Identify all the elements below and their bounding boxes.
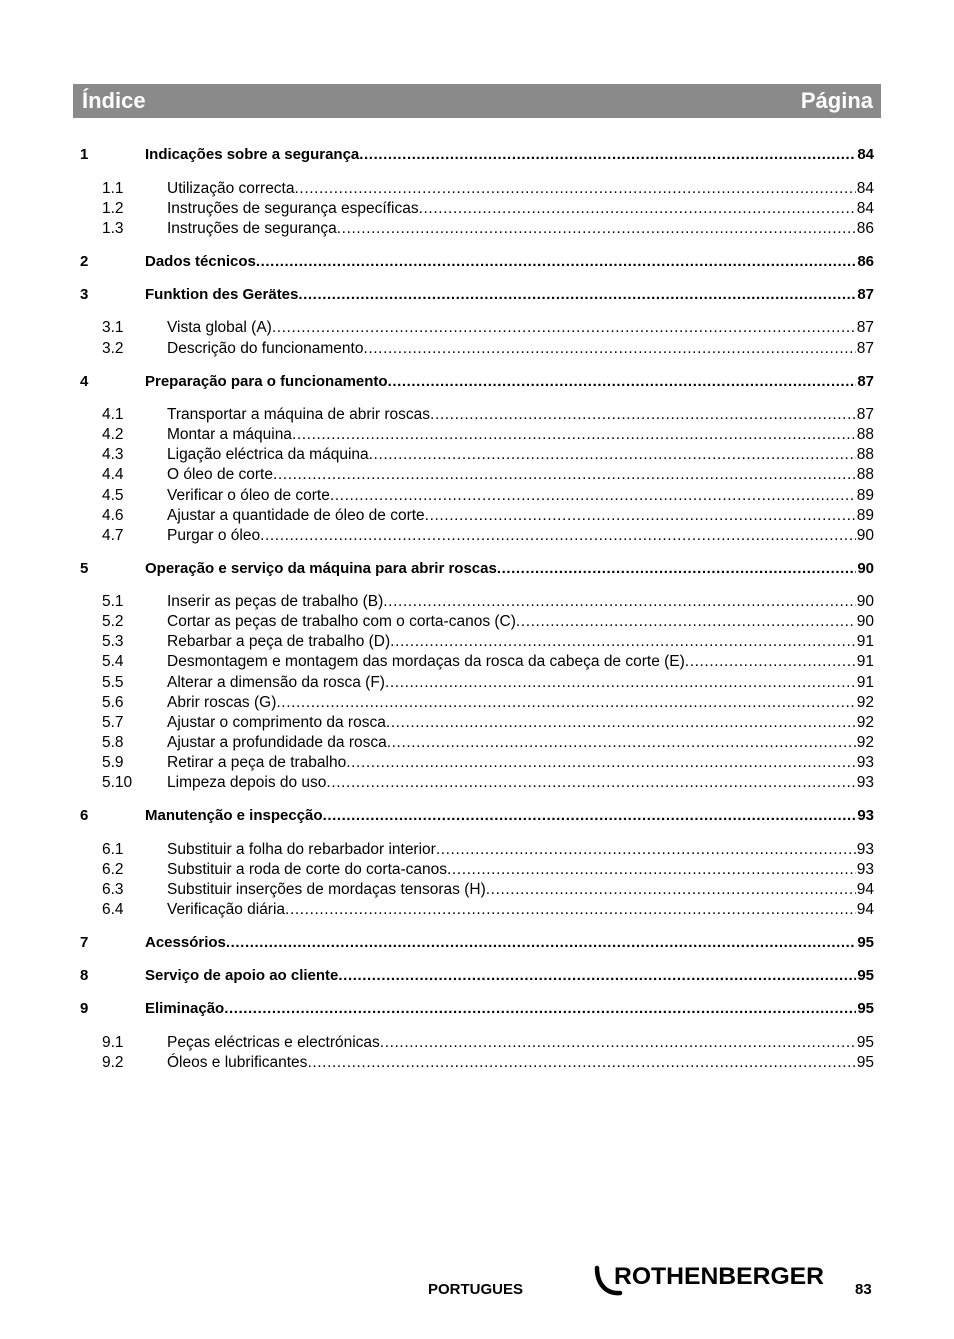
toc-subsection-row[interactable] (80, 1053, 874, 1073)
toc-title: Retirar a peça de trabalho (167, 754, 347, 771)
toc-subsection-row[interactable] (80, 612, 874, 632)
toc-page-number: 86 (856, 220, 874, 237)
toc-page-number: 93 (856, 861, 874, 878)
toc-page-number: 87 (856, 340, 874, 357)
toc-entry (167, 773, 874, 793)
toc-number: 5.8 (102, 734, 124, 751)
toc-number: 1.2 (102, 200, 124, 217)
toc-number: 4.1 (102, 406, 124, 423)
toc-section-row[interactable] (80, 285, 874, 305)
toc-leader-dots (430, 405, 856, 425)
toc-entry (145, 966, 874, 986)
toc-leader-dots (419, 199, 856, 219)
toc-leader-dots (285, 900, 856, 920)
toc-subsection-row[interactable] (80, 900, 874, 920)
toc-subsection-row[interactable] (80, 840, 874, 860)
toc-leader-dots (497, 559, 856, 579)
toc-page-number: 87 (857, 286, 874, 303)
toc-title: Vista global (A) (167, 319, 272, 336)
toc-leader-dots (383, 592, 856, 612)
toc-entry (167, 713, 874, 733)
toc-page-number: 94 (856, 881, 874, 898)
footer-language: PORTUGUES (428, 1281, 524, 1298)
toc-leader-dots (385, 673, 856, 693)
toc-entry (145, 372, 874, 392)
toc-title: Ajustar o comprimento da rosca (167, 714, 386, 731)
toc-leader-dots (386, 713, 856, 733)
toc-number: 9.2 (102, 1054, 124, 1071)
toc-page-number: 87 (856, 406, 874, 423)
toc-title: Substituir a folha do rebarbador interior (167, 841, 436, 858)
toc-leader-dots (323, 806, 857, 826)
toc-title: Montar a máquina (167, 426, 292, 443)
toc-page-number: 88 (856, 446, 874, 463)
toc-section-row[interactable] (80, 559, 874, 579)
toc-title: Limpeza depois do uso (167, 774, 327, 791)
toc-leader-dots (363, 339, 855, 359)
toc-subsection-row[interactable] (80, 179, 874, 199)
toc-entry (145, 145, 874, 165)
toc-entry (167, 900, 874, 920)
toc-leader-dots (387, 733, 856, 753)
toc-entry (167, 693, 874, 713)
toc-leader-dots (369, 445, 856, 465)
toc-entry (167, 673, 874, 693)
toc-title: Verificar o óleo de corte (167, 487, 330, 504)
toc-entry (167, 445, 874, 465)
toc-page-number: 95 (857, 967, 874, 984)
toc-section-row[interactable] (80, 806, 874, 826)
toc-subsection-row[interactable] (80, 506, 874, 526)
toc-subsection-row[interactable] (80, 860, 874, 880)
toc-title: Utilização correcta (167, 180, 295, 197)
toc-entry (167, 880, 874, 900)
toc-entry (167, 486, 874, 506)
toc-number: 5.7 (102, 714, 124, 731)
toc-title: Óleos e lubrificantes (167, 1054, 308, 1071)
toc-page-number: 88 (856, 426, 874, 443)
toc-leader-dots (260, 526, 856, 546)
toc-title: Ligação eléctrica da máquina (167, 446, 369, 463)
toc-entry (167, 425, 874, 445)
toc-entry (167, 592, 874, 612)
toc-entry (167, 733, 874, 753)
toc-number: 4.4 (102, 466, 124, 483)
toc-entry (145, 933, 874, 953)
toc-entry (145, 285, 874, 305)
toc-title: Rebarbar a peça de trabalho (D) (167, 633, 391, 650)
toc-leader-dots (486, 880, 856, 900)
toc-title: Alterar a dimensão da rosca (F) (167, 674, 385, 691)
toc-subsection-row[interactable] (80, 880, 874, 900)
toc-title: Abrir roscas (G) (167, 694, 277, 711)
toc-entry (167, 652, 874, 672)
index-title: Índice (82, 88, 146, 113)
toc-entry (167, 318, 874, 338)
toc-subsection-row[interactable] (80, 753, 874, 773)
toc-subsection-row[interactable] (80, 526, 874, 546)
toc-page-number: 88 (856, 466, 874, 483)
toc-page-number: 93 (856, 754, 874, 771)
toc-subsection-row[interactable] (80, 219, 874, 239)
toc-page-number: 91 (856, 674, 874, 691)
toc-leader-dots (226, 933, 856, 953)
toc-number: 6.2 (102, 861, 124, 878)
toc-subsection-row[interactable] (80, 1033, 874, 1053)
toc-page-number: 84 (856, 200, 874, 217)
toc-title: Instruções de segurança (167, 220, 337, 237)
toc-leader-dots (256, 252, 856, 272)
footer-page-number: 83 (855, 1281, 872, 1298)
toc-section-row[interactable] (80, 966, 874, 986)
toc-leader-dots (224, 999, 856, 1019)
toc-page-number: 84 (856, 180, 874, 197)
toc-number: 9.1 (102, 1034, 124, 1051)
toc-leader-dots (326, 773, 855, 793)
toc-leader-dots (298, 285, 856, 305)
toc-title: Desmontagem e montagem das mordaças da rosca da cabeça de corte (E) (167, 653, 685, 670)
toc-page-number: 90 (856, 613, 874, 630)
toc-leader-dots (388, 372, 857, 392)
toc-number: 5.4 (102, 653, 124, 670)
toc-section-row[interactable] (80, 933, 874, 953)
toc-page-number: 94 (856, 901, 874, 918)
toc-title: Verificação diária (167, 901, 286, 918)
toc-entry (167, 465, 874, 485)
toc-subsection-row[interactable] (80, 425, 874, 445)
toc-title: Operação e serviço da máquina para abrir roscas (145, 560, 497, 577)
toc-leader-dots (447, 860, 856, 880)
toc-leader-dots (359, 145, 856, 165)
toc-subsection-row[interactable] (80, 339, 874, 359)
toc-number: 5.3 (102, 633, 124, 650)
toc-page-number: 87 (856, 319, 874, 336)
toc-page-number: 90 (856, 527, 874, 544)
toc-number: 7 (80, 934, 89, 951)
toc-section-row[interactable] (80, 999, 874, 1019)
toc-subsection-row[interactable] (80, 465, 874, 485)
toc-entry (167, 339, 874, 359)
toc-page-number: 87 (857, 373, 874, 390)
toc-entry (167, 405, 874, 425)
toc-leader-dots (390, 632, 856, 652)
toc-subsection-row[interactable] (80, 632, 874, 652)
toc-leader-dots (292, 425, 856, 445)
toc-entry (145, 806, 874, 826)
toc-subsection-row[interactable] (80, 652, 874, 672)
toc-leader-dots (425, 506, 856, 526)
toc-subsection-row[interactable] (80, 318, 874, 338)
toc-page-number: 91 (856, 633, 874, 650)
toc-leader-dots (295, 179, 856, 199)
toc-section-row[interactable] (80, 252, 874, 272)
toc-number: 1.3 (102, 220, 124, 237)
toc-number: 5.6 (102, 694, 124, 711)
toc-leader-dots (307, 1053, 855, 1073)
toc-page-number: 95 (856, 1034, 874, 1051)
toc-entry (145, 252, 874, 272)
svg-text:ROTHENBERGER: ROTHENBERGER (614, 1263, 824, 1290)
toc-section-row[interactable] (80, 145, 874, 165)
toc-title: Dados técnicos (145, 253, 256, 270)
toc-leader-dots (276, 693, 855, 713)
toc-entry (167, 860, 874, 880)
toc-subsection-row[interactable] (80, 405, 874, 425)
toc-leader-dots (330, 486, 856, 506)
toc-title: Transportar a máquina de abrir roscas (167, 406, 431, 423)
toc-number: 3.2 (102, 340, 124, 357)
toc-title: Ajustar a profundidade da rosca (167, 734, 387, 751)
toc-number: 1 (80, 146, 89, 163)
toc-entry (167, 219, 874, 239)
toc-number: 9 (80, 1000, 89, 1017)
toc-leader-dots (516, 612, 856, 632)
toc-number: 6.4 (102, 901, 124, 918)
toc-number: 8 (80, 967, 89, 984)
toc-entry (145, 999, 874, 1019)
toc-page-number: 95 (857, 1000, 874, 1017)
toc-entry (167, 1053, 874, 1073)
toc-title: Acessórios (145, 934, 226, 951)
toc-number: 1.1 (102, 180, 124, 197)
toc-number: 5.5 (102, 674, 124, 691)
toc-entry (167, 199, 874, 219)
toc-entry (167, 632, 874, 652)
toc-entry (167, 179, 874, 199)
toc-subsection-row[interactable] (80, 673, 874, 693)
toc-title: Instruções de segurança específicas (167, 200, 419, 217)
rothenberger-logo (594, 1262, 826, 1298)
toc-page-number: 95 (857, 934, 874, 951)
toc-page-number: 89 (856, 487, 874, 504)
toc-number: 5 (80, 560, 89, 577)
toc-number: 4.6 (102, 507, 124, 524)
toc-subsection-row[interactable] (80, 713, 874, 733)
toc-leader-dots (337, 219, 856, 239)
toc-subsection-row[interactable] (80, 445, 874, 465)
toc-page-number: 84 (857, 146, 874, 163)
toc-title: Substituir inserções de mordaças tensoras (H) (167, 881, 486, 898)
toc-page-number: 90 (857, 560, 874, 577)
toc-entry (167, 840, 874, 860)
page-column-label: Página (800, 88, 873, 113)
toc-leader-dots (273, 465, 856, 485)
toc-page-number: 92 (856, 714, 874, 731)
toc-entry (145, 559, 874, 579)
toc-number: 4.2 (102, 426, 124, 443)
toc-leader-dots (338, 966, 856, 986)
toc-page-number: 93 (856, 774, 874, 791)
toc-page-number: 92 (856, 734, 874, 751)
toc-title: Indicações sobre a segurança (145, 146, 360, 163)
toc-number: 4.5 (102, 487, 124, 504)
toc-number: 3 (80, 286, 89, 303)
toc-leader-dots (346, 753, 856, 773)
toc-title: Funktion des Gerätes (145, 286, 299, 303)
toc-page-number: 90 (856, 593, 874, 610)
toc-number: 4.7 (102, 527, 124, 544)
toc-title: Serviço de apoio ao cliente (145, 967, 339, 984)
toc-page-number: 93 (857, 807, 874, 824)
toc-subsection-row[interactable] (80, 592, 874, 612)
toc-number: 6.3 (102, 881, 124, 898)
toc-leader-dots (436, 840, 856, 860)
toc-number: 5.10 (102, 774, 133, 791)
toc-subsection-row[interactable] (80, 199, 874, 219)
toc-number: 6 (80, 807, 89, 824)
toc-entry (167, 1033, 874, 1053)
toc-page-number: 95 (856, 1054, 874, 1071)
toc-number: 4.3 (102, 446, 124, 463)
toc-number: 5.9 (102, 754, 124, 771)
toc-leader-dots (272, 318, 856, 338)
toc-title: Eliminação (145, 1000, 225, 1017)
toc-title: Descrição do funcionamento (167, 340, 364, 357)
toc-page-number: 91 (856, 653, 874, 670)
toc-title: Ajustar a quantidade de óleo de corte (167, 507, 425, 524)
toc-page-number: 86 (857, 253, 874, 270)
toc-title: Manutenção e inspecção (145, 807, 323, 824)
toc-page-number: 92 (856, 694, 874, 711)
toc-number: 5.1 (102, 593, 124, 610)
toc-page-number: 93 (856, 841, 874, 858)
toc-title: Purgar o óleo (167, 527, 261, 544)
toc-title: O óleo de corte (167, 466, 273, 483)
toc-number: 2 (80, 253, 89, 270)
toc-entry (167, 753, 874, 773)
toc-title: Preparação para o funcionamento (145, 373, 388, 390)
toc-subsection-row[interactable] (80, 733, 874, 753)
toc-entry (167, 506, 874, 526)
toc-subsection-row[interactable] (80, 486, 874, 506)
toc-title: Substituir a roda de corte do corta-canos (167, 861, 448, 878)
toc-title: Cortar as peças de trabalho com o corta-canos (C) (167, 613, 516, 630)
toc-title: Inserir as peças de trabalho (B) (167, 593, 384, 610)
toc-section-row[interactable] (80, 372, 874, 392)
toc-number: 4 (80, 373, 89, 390)
toc-number: 6.1 (102, 841, 124, 858)
toc-title: Peças eléctricas e electrónicas (167, 1034, 380, 1051)
toc-number: 3.1 (102, 319, 124, 336)
toc-subsection-row[interactable] (80, 773, 874, 793)
toc-entry (167, 612, 874, 632)
toc-number: 5.2 (102, 613, 124, 630)
toc-leader-dots (380, 1033, 856, 1053)
toc-leader-dots (685, 652, 856, 672)
toc-subsection-row[interactable] (80, 693, 874, 713)
toc-entry (167, 526, 874, 546)
toc-page-number: 89 (856, 507, 874, 524)
